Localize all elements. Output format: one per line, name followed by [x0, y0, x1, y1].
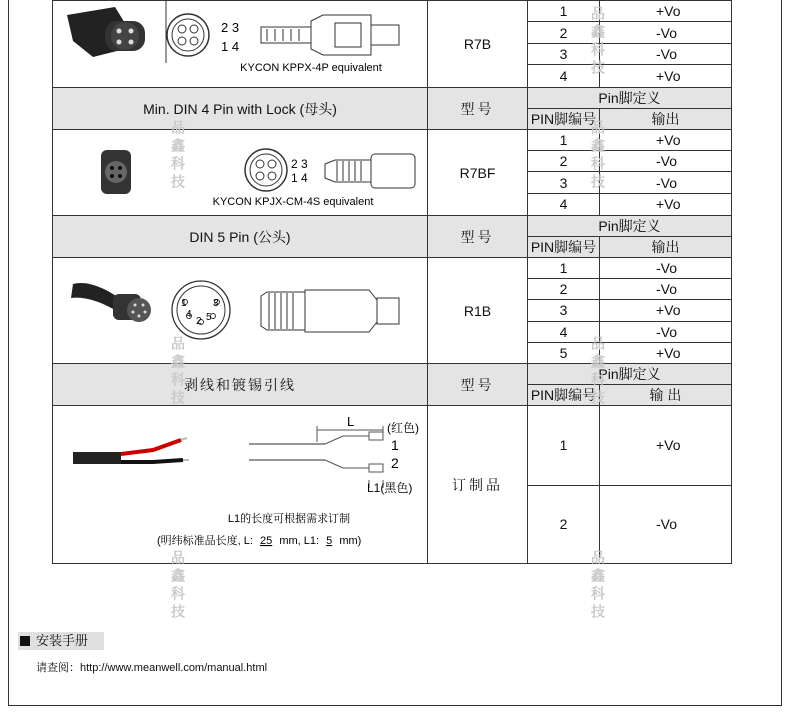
model-label: 型号 — [428, 88, 528, 130]
section-header-row — [53, 216, 732, 237]
frame-left-border — [8, 0, 9, 706]
din-pin-label: 3 — [213, 298, 219, 309]
pin-number: 4 — [528, 321, 600, 342]
watermark-text: 品鑫科技 — [170, 550, 186, 622]
r7b-connector-drawing — [53, 1, 427, 87]
standard-length-note — [157, 533, 361, 547]
note-prefix: (明纬标准品长度, L: — [157, 535, 253, 547]
pin-output: -Vo — [600, 258, 732, 279]
socket-side-drawing — [325, 154, 415, 188]
pin-output: +Vo — [600, 342, 732, 363]
pin-number-header: PIN脚编号 — [528, 109, 600, 130]
bullet-square-icon — [20, 636, 30, 646]
wire-2-label: 2 — [391, 455, 399, 471]
din-pin-label: 2 — [196, 316, 202, 327]
section-header-row — [53, 364, 732, 385]
connector-gender-text: (母头) — [299, 100, 337, 117]
connector-title — [53, 88, 428, 130]
din-pin-label: 1 — [181, 298, 187, 309]
model-value: R1B — [428, 258, 528, 364]
watermark-text: 品鑫科技 — [590, 336, 606, 408]
pin-output: -Vo — [600, 279, 732, 300]
pin-number: 5 — [528, 342, 600, 363]
pin-label-top: 2 3 — [221, 20, 240, 35]
section-header-row — [53, 88, 732, 109]
note-L1-value: 5 — [326, 535, 333, 547]
connector-title — [53, 216, 428, 258]
pin-output: +Vo — [600, 193, 732, 215]
pin-number: 3 — [528, 43, 600, 64]
output-header: 输出 — [600, 237, 732, 258]
pin-number: 2 — [528, 279, 600, 300]
frame-bottom-border — [8, 705, 782, 706]
manual-link[interactable]: 请查阅：http://www.meanwell.com/manual.html — [36, 662, 268, 674]
table-row — [53, 130, 732, 151]
wire-photo-icon — [73, 438, 189, 464]
frame-right-border — [781, 0, 782, 706]
r7bf-connector-drawing — [53, 130, 427, 215]
pin-number: 2 — [528, 151, 600, 172]
pin-definition-header: Pin脚定义 — [528, 364, 732, 385]
pin-number: 3 — [528, 300, 600, 321]
length-note: L1的长度可根据需求订制 — [227, 513, 351, 525]
watermark-text: 品鑫科技 — [170, 120, 186, 192]
pin-number: 1 — [528, 130, 600, 151]
pin-definition-header: Pin脚定义 — [528, 88, 732, 109]
connector-pin-table — [52, 0, 732, 564]
pin-number: 2 — [528, 22, 600, 43]
dimension-L-label: L — [347, 414, 355, 429]
pin-number: 1 — [528, 406, 600, 486]
pin-label-bottom: 1 4 — [291, 171, 308, 185]
pin-output: -Vo — [600, 22, 732, 43]
connector-title-text: Min. DIN 4 Pin with Lock — [143, 100, 296, 117]
connector-title: 剥线和镀锡引线 — [53, 364, 428, 406]
din5-pin-face-diagram — [172, 281, 230, 339]
watermark-text: 品鑫科技 — [590, 6, 606, 78]
din-pin-label: 5 — [206, 312, 212, 323]
pin-number: 3 — [528, 172, 600, 193]
watermark-text: 品鑫科技 — [590, 120, 606, 192]
manual-section-title — [18, 632, 104, 650]
connector-title-text: DIN 5 Pin — [189, 228, 250, 245]
pin-number: 2 — [528, 485, 600, 564]
wire-1-label: 1 — [391, 437, 399, 453]
pin-label-bottom: 1 4 — [221, 39, 240, 54]
equivalent-label: KYCON KPPX-4P equivalent — [240, 62, 382, 74]
plug-photo-icon — [67, 7, 145, 57]
pin-output: +Vo — [600, 130, 732, 151]
pin-output: -Vo — [600, 43, 732, 64]
pin-face-diagram — [245, 149, 287, 191]
pin-number: 1 — [528, 258, 600, 279]
table-row — [53, 258, 732, 279]
watermark-text: 品鑫科技 — [590, 550, 606, 622]
note-L-value: 25 — [260, 535, 273, 547]
note-suffix: mm) — [339, 535, 362, 547]
socket-photo-icon — [101, 150, 131, 194]
model-label: 型号 — [428, 364, 528, 406]
stripped-wire-image-cell — [53, 406, 428, 564]
table-row — [53, 1, 732, 22]
pin-number: 4 — [528, 65, 600, 88]
plug-side-drawing — [261, 15, 399, 55]
pin-output: +Vo — [600, 65, 732, 88]
pin-number-header: PIN脚编号 — [528, 237, 600, 258]
black-wire-label: L1(黑色) — [367, 481, 413, 495]
model-value: 订制品 — [428, 406, 528, 564]
r7bf-connector-image-cell — [53, 130, 428, 216]
pin-number-header: PIN脚编号 — [528, 385, 600, 406]
pin-output: -Vo — [600, 172, 732, 193]
pin-output: +Vo — [600, 1, 732, 22]
model-value: R7B — [428, 1, 528, 88]
red-wire-label: (红色) — [387, 421, 419, 435]
pin-output: -Vo — [600, 485, 732, 564]
pin-number: 1 — [528, 1, 600, 22]
pin-output: -Vo — [600, 321, 732, 342]
equivalent-label: KYCON KPJX-CM-4S equivalent — [212, 196, 374, 208]
model-value: R7BF — [428, 130, 528, 216]
pin-face-diagram — [167, 14, 209, 56]
table-row — [53, 406, 732, 486]
din-plug-photo-icon — [71, 283, 151, 322]
watermark-text: 品鑫科技 — [170, 336, 186, 408]
wire-dimension-drawing — [249, 426, 383, 488]
din-pin-label: 4 — [186, 309, 192, 320]
pin-number: 4 — [528, 193, 600, 215]
pin-output: +Vo — [600, 300, 732, 321]
stripped-wire-drawing — [53, 406, 427, 563]
din-plug-side-drawing — [261, 290, 399, 332]
pin-output: -Vo — [600, 151, 732, 172]
manual-title-text: 安装手册 — [36, 633, 89, 648]
pin-output: +Vo — [600, 406, 732, 486]
r1b-connector-drawing — [53, 258, 427, 363]
model-label: 型号 — [428, 216, 528, 258]
output-header: 输出 — [600, 109, 732, 130]
pin-label-top: 2 3 — [291, 157, 308, 171]
connector-gender-text: (公头) — [253, 228, 291, 245]
output-header: 输 出 — [600, 385, 732, 406]
r1b-connector-image-cell — [53, 258, 428, 364]
note-mid: mm, L1: — [279, 535, 320, 547]
pin-definition-header: Pin脚定义 — [528, 216, 732, 237]
r7b-connector-image-cell — [53, 1, 428, 88]
